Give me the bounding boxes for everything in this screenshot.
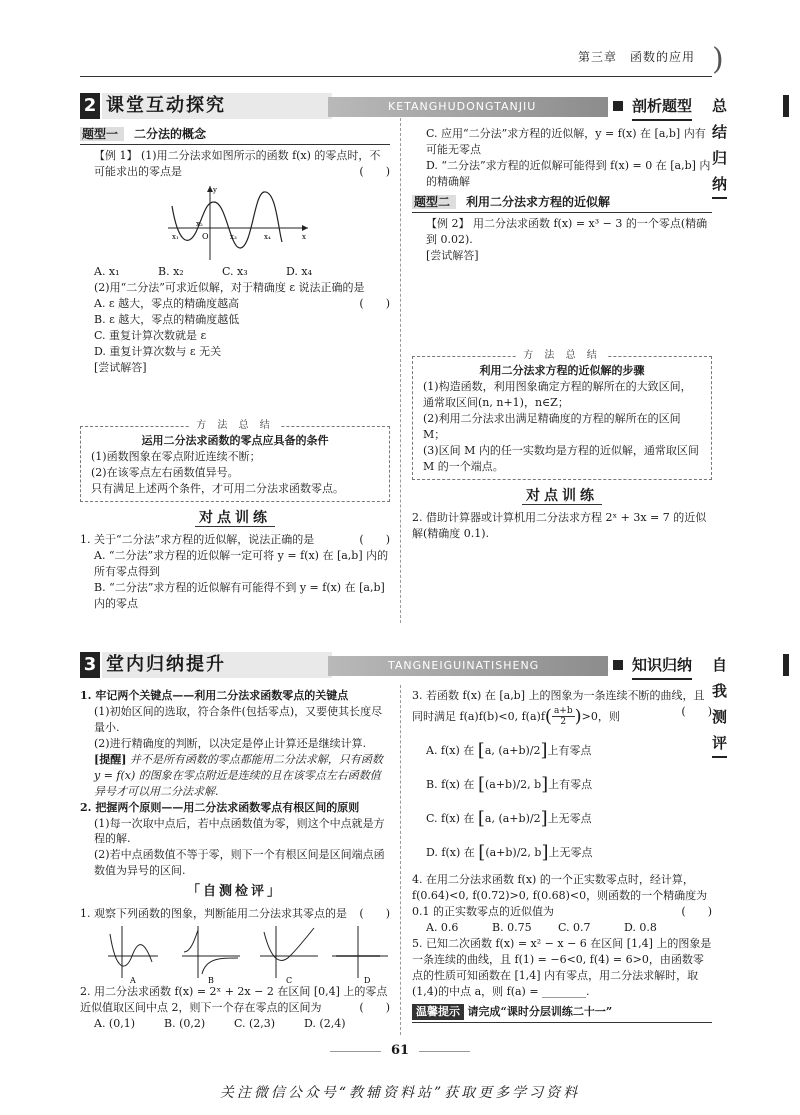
- option-c: C. 重复计算次数就是 ε: [94, 329, 207, 343]
- example-1-question-2: (2)用“二分法”可求近似解，对于精确度 ε 说法正确的是 ( ): [94, 281, 390, 311]
- practice-option-a: A. “二分法”求方程的近似解一定可将 y = f(x) 在 [a,b] 内的所有零点得到: [94, 549, 389, 579]
- section-pinyin: TANGNEIGUINATISHENG: [328, 656, 608, 676]
- reminder-tag: 温馨提示: [412, 1004, 464, 1020]
- reminder-text: 请完成“课时分层训练二十一”: [467, 1004, 613, 1018]
- section-tag-2: 总结归纳: [712, 93, 727, 199]
- key-point-1-line: (2)进行精确度的判断，以决定是停止计算还是继续计算.: [94, 736, 367, 750]
- section-pinyin: KETANGHUDONGTANJIU: [328, 97, 608, 117]
- summary-line: (1)函数图象在零点附近连续不断；: [91, 450, 261, 464]
- key-point-1-line: (1)初始区间的选取，符合条件(包括零点)，又要使其长度尽量小.: [94, 704, 383, 734]
- test-question-3-option-c: C. f(x) 在 [a, (a+b)/2]上无零点: [426, 808, 592, 830]
- self-test-heading: 「自测检评」: [186, 884, 283, 900]
- method-summary-box: [412, 349, 712, 480]
- test-question-1: 1. 观察下列函数的图象，判断能用二分法求其零点的是 ( ): [80, 907, 390, 921]
- column-divider: [400, 118, 401, 623]
- banner-end-bar: [783, 654, 789, 676]
- section-title: 堂内归纳提升: [102, 652, 332, 678]
- summary-caption: 方 法 总 结: [190, 420, 280, 431]
- key-point-1-title: 1. 牢记两个关键点——利用二分法求函数零点的关键点: [80, 689, 349, 702]
- method-summary-box: [80, 419, 390, 502]
- section-title: 课堂互动探究: [102, 93, 332, 119]
- test-question-1-graphs: [80, 922, 390, 984]
- graph-label-x1: x₁: [172, 233, 179, 242]
- column-divider: [400, 685, 401, 1035]
- left-column-2: [80, 688, 390, 1032]
- practice-option-c: C. 应用“二分法”求方程的近似解，y = f(x) 在 [a,b] 内有可能无零点: [426, 127, 706, 156]
- example-2-question: 【例 2】 用二分法求函数 f(x) = x³ − 3 的一个零点(精确到 0.02).: [426, 217, 708, 247]
- example-1-question-1: 【例 1】 (1)用二分法求如图所示的函数 f(x) 的零点时，不可能求出的零点是 ( ): [94, 149, 390, 179]
- test-question-3-option-a: A. f(x) 在 [a, (a+b)/2]上有零点: [426, 740, 592, 762]
- type-2-heading: 题型二 利用二分法求方程的近似解: [412, 194, 712, 213]
- graph-a: [108, 926, 158, 984]
- try-answer-label: [尝试解答]: [426, 249, 479, 263]
- summary-line: (3)区间 M 内的任一实数均是方程的近似解，通常取区间 M 的一个端点。: [423, 444, 699, 474]
- practice-heading: 对点训练: [412, 486, 712, 506]
- reminder-note: [提醒] 并不是所有函数的零点都能用二分法求解，只有函数 y = f(x) 的图象在零点附近是连续的且在该零点左右函数值异号才可以用二分法求解.: [94, 752, 383, 798]
- graph-label: D: [364, 976, 371, 985]
- practice-question-2: 2. 借助计算器或计算机用二分法求方程 2ˣ + 3x = 7 的近似解(精确度 0.1).: [412, 511, 707, 541]
- summary-line: (2)在该零点左右函数值异号。: [91, 466, 239, 480]
- graph-label-x3: x₃: [230, 233, 237, 242]
- key-point-2-line: (2)若中点函数值不等于零，则下一个有根区间是区间端点函数值为异号的区间.: [94, 848, 385, 878]
- test-question-2-options: A. (0,1) B. (0,2) C. (2,3) D. (2,4): [94, 1016, 346, 1030]
- section-tag-1: 剖析题型: [632, 93, 692, 121]
- chapter-title: 第三章 函数的应用: [578, 50, 696, 64]
- graph-label-x: x: [302, 233, 306, 242]
- type-1-heading: 题型一 二分法的概念: [80, 126, 390, 145]
- test-question-5: 5. 已知二次函数 f(x) = x² − x − 6 在区间 [1,4] 上的图象是一条连续的曲线，且 f(1) = −6<0, f(4) = 6>0，由函数零点的性质可知函数在 [1,4] 内有零点，用二分法求解时，取(1,4)的中点 a，则 f(a) = ________.: [412, 937, 712, 998]
- test-question-2: 2. 用二分法求函数 f(x) = 2ˣ + 2x − 2 在区间 [0,4] 上的零点近似值取区间中点 2，则下一个存在零点的区间为 ( ): [80, 985, 390, 1014]
- key-point-2-title: 2. 把握两个原则——用二分法求函数零点有根区间的原则: [80, 800, 360, 814]
- summary-line: (2)利用二分法求出满足精确度的方程的解所在的区间 M；: [423, 412, 681, 442]
- right-column-1: [412, 126, 712, 542]
- banner-end-bar: [783, 95, 789, 117]
- graph-c: [260, 926, 318, 984]
- page-corner-mark: ): [712, 42, 724, 77]
- square-icon: [613, 101, 623, 111]
- graph-label-x2: x₂: [196, 220, 203, 229]
- option-d: D. 重复计算次数与 ε 无关: [94, 344, 222, 358]
- graph-label-origin: O: [202, 232, 209, 242]
- try-answer-label: [尝试解答]: [94, 360, 147, 374]
- graph-d: [332, 926, 388, 984]
- summary-line: 只有满足上述两个条件，才可用二分法求函数零点。: [91, 482, 344, 496]
- option-a: A. ε 越大，零点的精确度越高: [94, 297, 240, 311]
- graph-label-x4: x₄: [264, 233, 271, 242]
- section-tag-2: 自我测评: [712, 652, 727, 758]
- test-question-4-options: A. 0.6 B. 0.75 C. 0.7 D. 0.8: [426, 921, 657, 935]
- header-rule: [80, 76, 712, 77]
- test-question-4: 4. 在用二分法求函数 f(x) 的一个正实数零点时，经计算，f(0.64)<0, f(0.72)>0, f(0.68)<0，则函数的一个精确度为 0.1 的正实数零点的近似值为 ( ): [412, 873, 712, 919]
- section-number: 2: [80, 93, 100, 119]
- test-question-3-option-b: B. f(x) 在 [(a+b)/2, b]上有零点: [426, 774, 593, 796]
- graph-label: C: [286, 976, 293, 985]
- page-number: 61: [0, 1042, 800, 1061]
- key-point-2-line: (1)每一次取中点后，若中点函数值为零，则这个中点就是方程的解.: [94, 816, 385, 846]
- graph-label: B: [208, 976, 214, 985]
- summary-caption: 方 法 总 结: [517, 350, 607, 361]
- practice-option-d: D. “二分法”求方程的近似解可能得到 f(x) = 0 在 [a,b] 内的精确解: [426, 158, 711, 188]
- summary-heading: 运用二分法求函数的零点应具备的条件: [141, 434, 329, 448]
- summary-line: (1)构造函数，利用图象确定方程的解所在的大致区间，通常取区间(n, n+1)，n∈Z；: [423, 380, 692, 410]
- option-b: B. ε 越大，零点的精确度越低: [94, 313, 240, 327]
- graph-b: [182, 926, 240, 984]
- test-question-3: 3. 若函数 f(x) 在 [a,b] 上的图象为一条连续不断的曲线，且同时满足 f(a)f(b)<0, f(a)f( $\frac{a+b}{2}$ )>0，则 ( ): [412, 689, 712, 728]
- example-1-graph: [80, 182, 390, 262]
- section-number: 3: [80, 652, 100, 678]
- footer-note: 关注微信公众号“教辅资料站”获取更多学习资料: [219, 1085, 581, 1101]
- summary-heading: 利用二分法求方程的近似解的步骤: [479, 364, 645, 378]
- graph-label-y: y: [213, 186, 217, 195]
- square-icon: [613, 660, 623, 670]
- left-column-1: [80, 126, 390, 612]
- example-1-options: A. x₁ B. x₂ C. x₃ D. x₄: [94, 265, 313, 279]
- practice-option-b: B. “二分法”求方程的近似解有可能得不到 y = f(x) 在 [a,b] 内的零点: [94, 581, 385, 611]
- practice-question-1: 1. 关于“二分法”求方程的近似解，说法正确的是 ( ): [80, 533, 390, 547]
- reminder-bar: [412, 1004, 712, 1023]
- practice-heading: 对点训练: [80, 508, 390, 528]
- test-question-3-option-d: D. f(x) 在 [(a+b)/2, b]上无零点: [426, 842, 593, 864]
- section-tag-1: 知识归纳: [632, 652, 692, 680]
- graph-label: A: [130, 976, 136, 985]
- right-column-2: [412, 688, 712, 1023]
